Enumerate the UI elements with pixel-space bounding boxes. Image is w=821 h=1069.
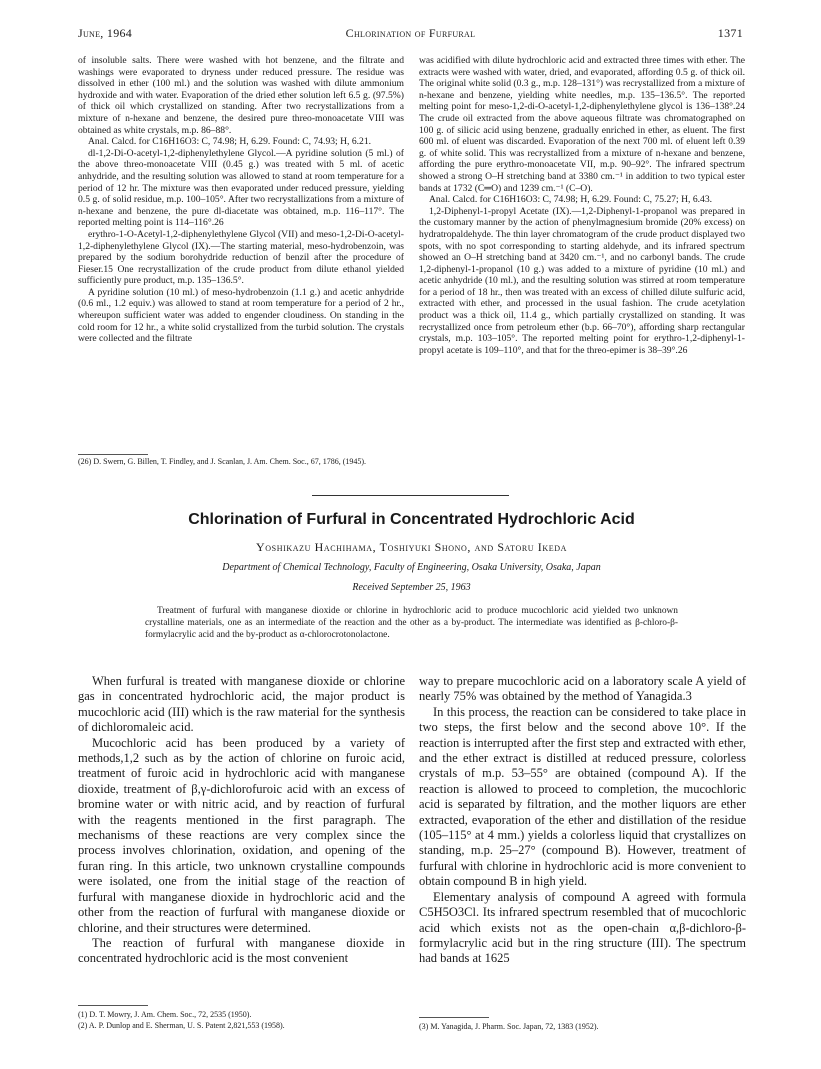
paragraph: dl-1,2-Di-O-acetyl-1,2-diphenylethylene Glycol.—A pyridine solution (5 ml.) of the above threo-monoacetate VIII (0.45 g.) was treated with 5 ml. of acetic anhydride, and the resulting solution was allowed to stand at room temperature for a period of 12 hr. The mixture was then evaporated under reduced pressure, yielding 0.5 g. of solid residue, m.p. 100–105°. After two recrystallizations from a mixture of n-hexane and benzene, the pure dl-diacetate was obtained, m.p. 116–117°. The reported melting point is 114–116°.26 [78,147,404,229]
footnote-1: (1) D. T. Mowry, J. Am. Chem. Soc., 72, 2535 (1950). [78,1010,252,1019]
paragraph: 1,2-Diphenyl-1-propyl Acetate (IX).—1,2-Diphenyl-1-propanol was prepared in the customary manner by the action of phenylmagnesium bromide (20% excess) on hydratropaldehyde. The thin layer chromatogram of the crude product displayed two spots, with no spot corresponding to starting aldehyde, and its infrared spectrum showed an O–H stretching band at 3420 cm.⁻¹, and no carbonyl bands. The crude 1,2-diphenyl-1-propanol (10 g.) was added to a mixture of pyridine (10 ml.) and acetic anhydride (10 ml.), and the resulting solution was stirred at room temperature for a period of 18 hr., then was treated with an excess of chilled dilute sulfuric acid, extracted with ether, and processed in the usual fashion. The crude acetylation product was a thick oil, 11.4 g., which partially crystallized on standing. It was recrystallized once from petroleum ether (b.p. 66–70°), affording sharp rectangular crystals, m.p. 103–105°. The reported melting point for erythro-1,2-diphenyl-1-propyl acetate is 109–110°, and that for the threo-epimer is 38–39°.26 [419,205,745,356]
page-number: 1371 [717,26,743,40]
paragraph: In this process, the reaction can be considered to take place in two steps, the first below and the second above 10°. If the reaction is interrupted after the first step and extracted with ether, and the ether extract is distilled at reduced pressure, colorless crystals of m.p. 53–55° are obtained (compound A). If the reaction is allowed to proceed to completion, the mucochloric acid is separated by filtration, and the mother liquors are ether extracted, evaporation of the ether and distillation of the residue (105–115° at 4 mm.) yields a colorless liquid that crystallizes on standing, m.p. 25–27° (compound B). However, treatment of furfural with chlorine in hydrochloric acid is more convenient to obtain compound B in high yield. [419,704,746,889]
article-received-date: Received September 25, 1963 [352,582,471,593]
article-affiliation: Department of Chemical Technology, Faculty of Engineering, Osaka University, Osaka, Japan [222,562,601,573]
bottom-left-column [78,674,405,967]
article-title: Chlorination of Furfural in Concentrated Hydrochloric Acid [188,511,635,528]
paragraph: erythro-1-O-Acetyl-1,2-diphenylethylene Glycol (VII) and meso-1,2-Di-O-acetyl-1,2-diphenylethylene Glycol (IX).—The starting material, meso-hydrobenzoin, was prepared by the sodium borohydride reduction of benzil after the procedure of Fieser.15 One recrystallization of the crude product from dilute ethanol yielded sufficiently pure product, m.p. 135–136.5°. [78,228,404,287]
footnote-rule [419,1017,489,1018]
footnote-rule [78,454,148,455]
paragraph: way to prepare mucochloric acid on a laboratory scale A yield of nearly 75% was obtained by the method of Yanagida.3 [419,674,746,704]
footnote-3: (3) M. Yanagida, J. Pharm. Soc. Japan, 72, 1383 (1952). [419,1022,599,1031]
footnote-rule [78,1005,148,1006]
paragraph: The reaction of furfural with manganese dioxide in concentrated hydrochloric acid is the most convenient [78,935,405,966]
bottom-right-column [419,674,746,967]
running-head [78,26,743,42]
footnotes-left [78,1010,405,1031]
paragraph: Anal. Calcd. for C16H16O3: C, 74.98; H, 6.29. Found: C, 75.27; H, 6.43. [429,194,713,206]
paragraph: When furfural is treated with manganese dioxide or chlorine gas in concentrated hydrochloric acid, the major product is mucochloric acid (III) which is the raw material for the synthesis of dichloromaleic acid. [78,674,405,735]
header-date: June, 1964 [78,26,133,40]
footnote-2: (2) A. P. Dunlop and E. Sherman, U. S. Patent 2,821,553 (1958). [78,1020,285,1030]
article-authors: Yoshikazu Hachihama, Toshiyuki Shono, and Satoru Ikeda [256,540,567,554]
section-divider [312,495,509,496]
footnote-26: (26) D. Swern, G. Billen, T. Findley, and J. Scanlan, J. Am. Chem. Soc., 67, 1786, (1945). [78,457,367,466]
header-title: Chlorination of Furfural [345,26,476,40]
paragraph: A pyridine solution (10 ml.) of meso-hydrobenzoin (1.1 g.) and acetic anhydride (0.6 ml., 1.2 equiv.) was allowed to stand at room temperature for a period of 2 hr., whereupon sufficient water was added to engender cloudiness. On standing in the cold room for 12 hr., a white solid crystallized from the turbid solution. The crystals were collected and the filtrate [78,286,404,345]
article-abstract: Treatment of furfural with manganese dioxide or chlorine in hydrochloric acid to produce mucochloric acid yielded two unknown crystalline materials, one as an intermediate of the reaction and the other as a by-product. The intermediate was identified as β-chloro-β-formylacrylic acid and the by-product as α-chlorocrotonolactone. [145,606,678,640]
paragraph: Mucochloric acid has been produced by a variety of methods,1,2 such as by the action of chlorine on furoic acid, treatment of furoic acid in hydrochloric acid with manganese dioxide, treatment of β,γ-dichlorofuroic acid with an excess of bromine water or with nitric acid, and by reaction of furfural with the reagents mentioned in the first paragraph. The mechanisms of these reactions are very complex since the process involves chlorination, oxidation, and opening of the furan ring. In this article, two unknown crystalline compounds were isolated, one from the initial stage of the reaction of furfural with manganese dioxide in hydrochloric acid and the other from the reaction of furfural with manganese dioxide or chlorine, and their structures were determined. [78,735,405,935]
paragraph: Anal. Calcd. for C16H16O3: C, 74.98; H, 6.29. Found: C, 74.93; H, 6.21. [88,136,372,148]
paragraph: was acidified with dilute hydrochloric acid and extracted three times with ether. The extracts were washed with water, dried, and evaporated, affording 0.5 g. of thick oil. The original white solid (0.3 g., m.p. 128–131°) was recrystallized from a mixture of n-hexane and benzene, yielding white needles, m.p. 135–136.5°. The reported melting point for meso-1,2-di-O-acetyl-1,2-diphenylethylene glycol is 136–138°.24 The crude oil extracted from the above aqueous filtrate was chromatographed on 100 g. of silicic acid using benzene, gradually enriched in ether, as eluent. The first 600 ml. of eluent was discarded. Evaporation of the next 700 ml. of eluent left 0.39 g. of white solid. This was recrystallized from a mixture of n-hexane and benzene, affording the pure erythro-monoacetate VII, m.p. 90–92°. The infrared spectrum showed a strong O–H stretching band at 3380 cm.⁻¹ in addition to two typical ester bands at 1732 (C═O) and 1239 cm.⁻¹ (C–O). [419,55,745,194]
paragraph: of insoluble salts. There were washed with hot benzene, and the filtrate and washings were evaporated to dryness under reduced pressure. The residue was dissolved in ether (100 ml.) and the solution was washed with dilute ammonium hydroxide and with water. Evaporation of the dried ether solution left 6.5 g. (97.5%) of thick oil which crystallized on standing. After two recrystallizations from a mixture of n-hexane and benzene, the desired pure threo-monoacetate VIII was obtained as white crystals, m.p. 86–88°. [78,55,404,136]
paragraph: Elementary analysis of compound A agreed with formula C5H5O3Cl. Its infrared spectrum resembled that of mucochloric acid which exists not as the open-chain α,β-dichloro-β-formylacrylic acid but in the ring structure (III). The spectrum had bands at 1625 [419,889,746,966]
top-right-column [419,55,745,356]
footnotes-right [419,1022,746,1033]
top-left-column [78,55,404,345]
